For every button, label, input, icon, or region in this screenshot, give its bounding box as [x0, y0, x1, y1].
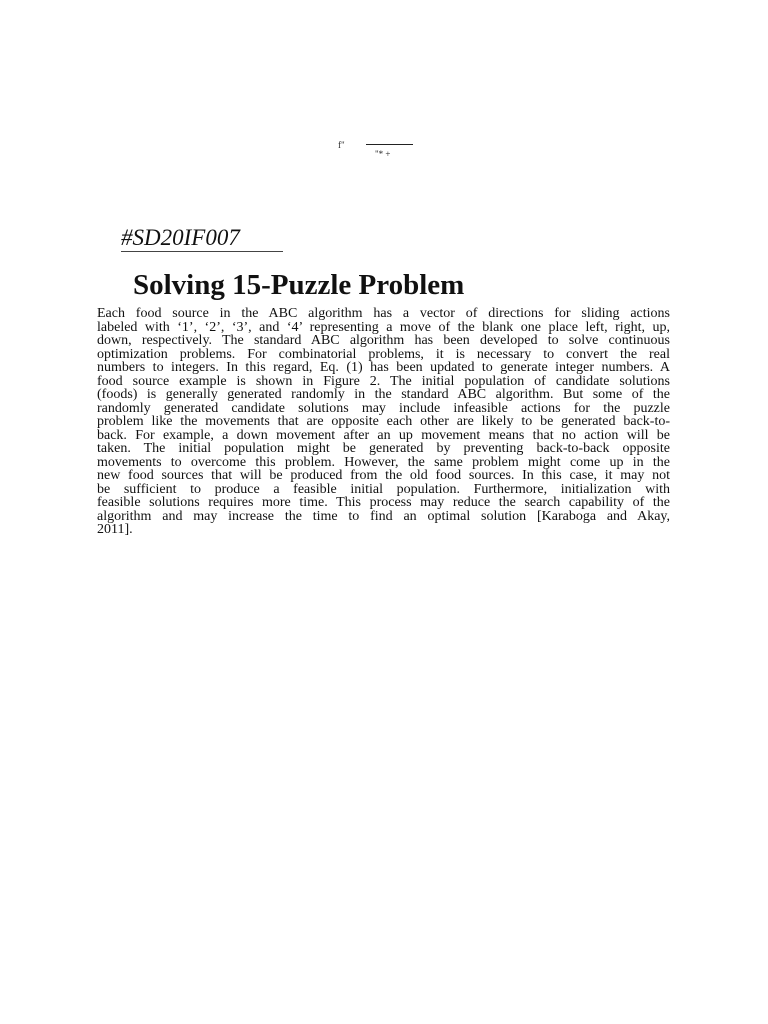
paragraph-line-1: Each food source in the ABC algorithm has a vector of directions for sliding actions: [97, 306, 670, 321]
paragraph-line-2: labeled with ‘1’, ‘2’, ‘3’, and ‘4’ representing a move of the blank one place left, right, up,: [97, 319, 670, 335]
paragraph-line-12: movements to overcome this problem. However, the same problem might come up in the: [97, 454, 670, 470]
document-code: #SD20IF007: [121, 226, 283, 252]
header-mark-left: f": [338, 140, 345, 150]
document-title: Solving 15-Puzzle Problem: [133, 269, 465, 301]
body-paragraph: [97, 307, 670, 537]
paragraph-line-14: be sufficient to produce a feasible initial population. Furthermore, initialization with: [97, 481, 670, 497]
paragraph-line-13: new food sources that will be produced from the old food sources. In this case, it may not: [97, 468, 670, 483]
paragraph-line-15: feasible solutions requires more time. This process may reduce the search capability of the: [97, 495, 670, 510]
paragraph-line-11: taken. The initial population might be generated by preventing back-to-back opposite: [97, 441, 670, 456]
paragraph-line-10: back. For example, a down movement after an up movement means that no action will be: [97, 427, 670, 443]
paragraph-line-4: optimization problems. For combinatorial problems, it is necessary to convert the real: [97, 346, 670, 362]
paragraph-line-16: algorithm and may increase the time to find an optimal solution [Karaboga and Akay,: [97, 508, 670, 524]
header-rule: [366, 144, 413, 145]
paragraph-line-17: 2011].: [97, 522, 133, 537]
paragraph-line-3: down, respectively. The standard ABC algorithm has been developed to solve continuous: [97, 333, 670, 348]
paragraph-line-7: (foods) is generally generated randomly in the standard ABC algorithm. But some of the: [97, 387, 670, 402]
header-mark-right: "* +: [375, 149, 391, 159]
paragraph-line-9: problem like the movements that are opposite each other are likely to be generated back-to-: [97, 414, 670, 429]
paragraph-line-5: numbers to integers. In this regard, Eq. (1) has been updated to generate integer numbers. A: [97, 360, 670, 375]
paragraph-line-8: randomly generated candidate solutions may include infeasible actions for the puzzle: [97, 400, 670, 416]
paragraph-line-6: food source example is shown in Figure 2. The initial population of candidate solutions: [97, 373, 670, 389]
